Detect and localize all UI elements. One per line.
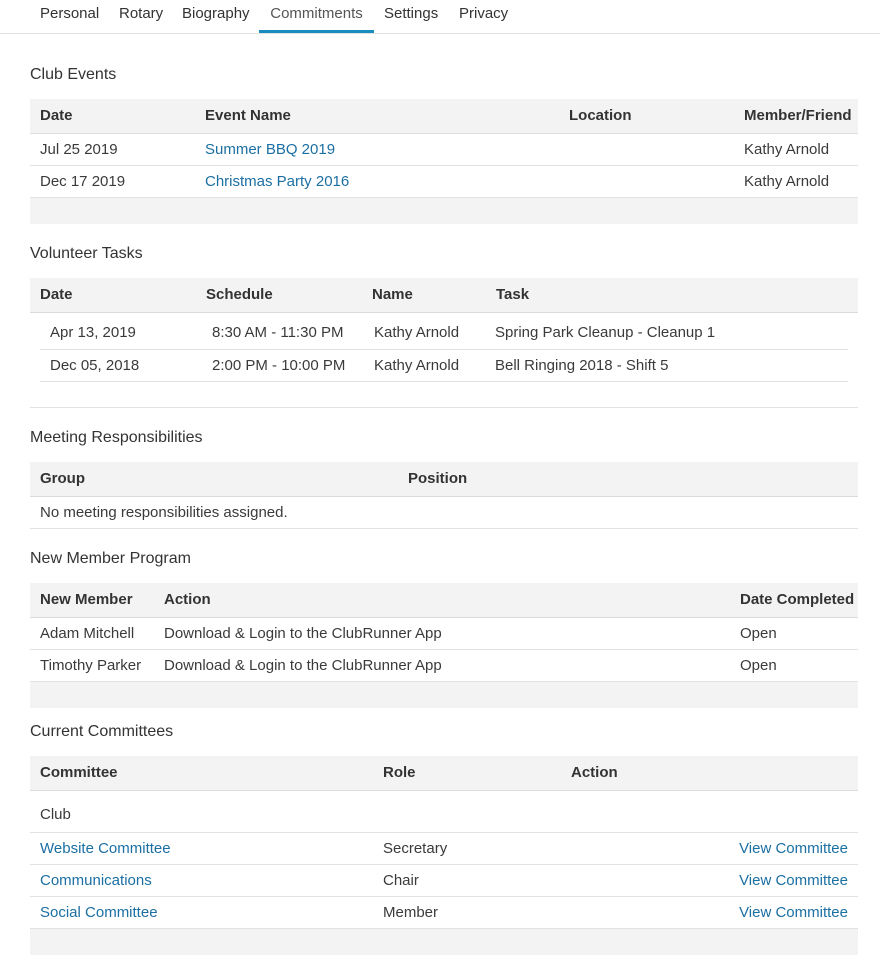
volunteer-tasks-title: Volunteer Tasks <box>30 245 143 262</box>
column-header-new-member: New Member <box>40 591 133 608</box>
meeting-responsibilities-title: Meeting Responsibilities <box>30 429 203 446</box>
view-committee-link[interactable]: View Committee <box>739 840 848 857</box>
event-member: Kathy Arnold <box>744 141 830 158</box>
committee-name-link[interactable]: Social Committee <box>40 904 158 921</box>
table-header <box>30 756 858 791</box>
event-date: Dec 17 2019 <box>40 173 126 190</box>
tab-privacy[interactable]: Privacy <box>459 5 509 22</box>
table-row <box>30 134 858 166</box>
tab-personal[interactable]: Personal <box>40 5 100 22</box>
column-header-action: Action <box>164 591 211 608</box>
tab-commitments[interactable]: Commitments <box>259 0 374 33</box>
table-header <box>30 462 858 497</box>
event-date: Jul 25 2019 <box>40 141 118 158</box>
task-schedule: 2:00 PM - 10:00 PM <box>212 357 346 374</box>
committee-role: Chair <box>383 872 419 889</box>
table-row <box>30 833 858 865</box>
view-committee-link[interactable]: View Committee <box>739 872 848 889</box>
column-header-location: Location <box>569 107 632 124</box>
table-header <box>30 99 858 134</box>
table-footer <box>30 198 858 224</box>
tab-settings[interactable]: Settings <box>384 5 439 22</box>
new-member-program-title: New Member Program <box>30 550 191 567</box>
column-header-committee: Committee <box>40 764 118 781</box>
new-member-name: Timothy Parker <box>40 657 142 674</box>
event-name-link[interactable]: Christmas Party 2016 <box>205 173 350 190</box>
table-row <box>30 865 858 897</box>
committee-role: Member <box>383 904 439 921</box>
task-volunteer-name: Kathy Arnold <box>374 324 460 341</box>
task-volunteer-name: Kathy Arnold <box>374 357 460 374</box>
committee-group-label: Club <box>40 806 71 823</box>
task-schedule: 8:30 AM - 11:30 PM <box>212 324 344 341</box>
task-date: Apr 13, 2019 <box>50 324 136 341</box>
column-header-action: Action <box>571 764 618 781</box>
volunteer-tasks-table <box>30 278 858 408</box>
profile-tabs <box>0 0 880 34</box>
committee-name-link[interactable]: Communications <box>40 872 152 889</box>
current-committees-table <box>30 756 858 955</box>
current-committees-title: Current Committees <box>30 723 174 740</box>
tab-rotary[interactable]: Rotary <box>119 5 164 22</box>
column-header-role: Role <box>383 764 416 781</box>
table-row <box>40 317 848 350</box>
column-header-date: Date <box>40 107 73 124</box>
divider <box>30 407 858 408</box>
club-events-title: Club Events <box>30 66 117 83</box>
column-header-schedule: Schedule <box>206 286 273 303</box>
table-header <box>30 583 858 618</box>
task-date: Dec 05, 2018 <box>50 357 140 374</box>
view-committee-link[interactable]: View Committee <box>739 904 848 921</box>
empty-state-row <box>30 497 858 529</box>
new-member-action: Download & Login to the ClubRunner App <box>164 657 442 674</box>
new-member-status: Open <box>740 657 777 674</box>
table-footer <box>30 929 858 955</box>
new-member-action: Download & Login to the ClubRunner App <box>164 625 442 642</box>
table-row <box>30 897 858 929</box>
column-header-date-completed: Date Completed <box>740 591 855 608</box>
event-name-link[interactable]: Summer BBQ 2019 <box>205 141 336 158</box>
table-row <box>30 650 858 682</box>
column-header-position: Position <box>408 470 468 487</box>
empty-state-text: No meeting responsibilities assigned. <box>40 504 288 521</box>
column-header-name: Name <box>372 286 413 303</box>
group-row <box>30 791 858 833</box>
task-description: Bell Ringing 2018 - Shift 5 <box>495 357 669 374</box>
column-header-event-name: Event Name <box>205 107 291 124</box>
column-header-task: Task <box>496 286 530 303</box>
column-header-member-friend: Member/Friend <box>744 107 852 124</box>
table-row <box>30 166 858 198</box>
task-description: Spring Park Cleanup - Cleanup 1 <box>495 324 716 341</box>
table-row <box>30 618 858 650</box>
committee-name-link[interactable]: Website Committee <box>40 840 171 857</box>
club-events-table <box>30 99 858 224</box>
committee-role: Secretary <box>383 840 448 857</box>
new-member-name: Adam Mitchell <box>40 625 135 642</box>
new-member-status: Open <box>740 625 777 642</box>
event-member: Kathy Arnold <box>744 173 830 190</box>
table-row <box>40 350 848 382</box>
meeting-responsibilities-table <box>30 462 858 529</box>
table-footer <box>30 682 858 708</box>
tab-biography[interactable]: Biography <box>182 5 250 22</box>
column-header-group: Group <box>40 470 85 487</box>
new-member-program-table <box>30 583 858 708</box>
table-header <box>30 278 858 313</box>
column-header-date: Date <box>40 286 73 303</box>
